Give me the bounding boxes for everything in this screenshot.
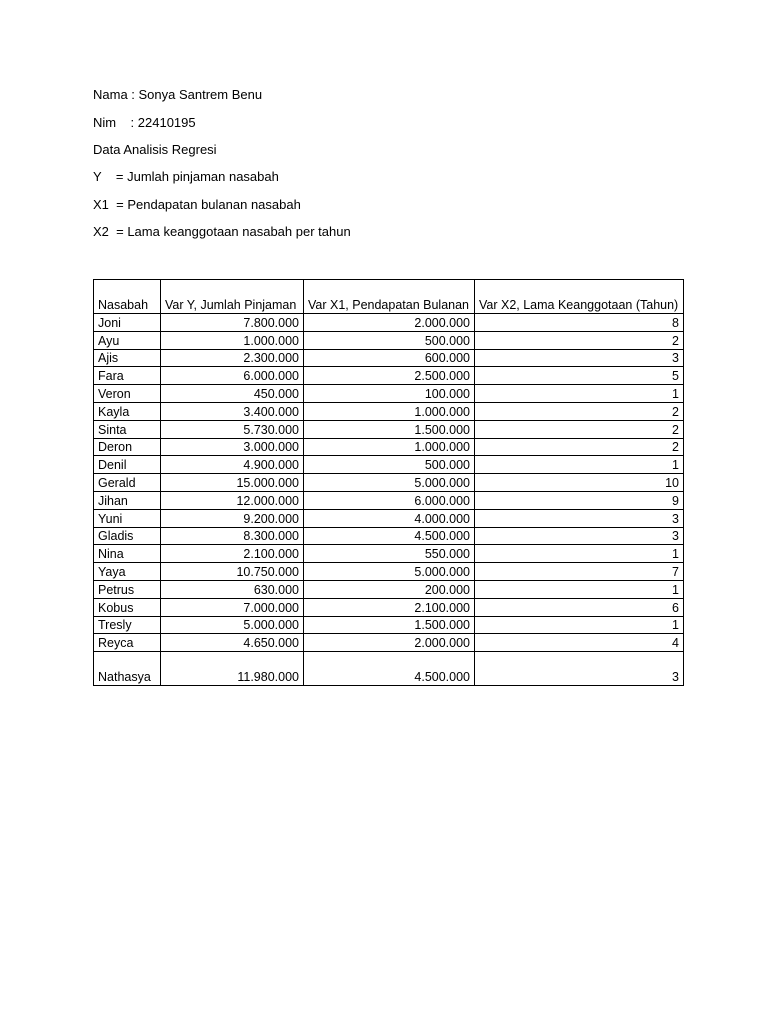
cell-var-y: 10.750.000 (161, 563, 304, 581)
cell-nasabah: Reyca (94, 634, 161, 652)
variable-x1-definition: X1 = Pendapatan bulanan nasabah (93, 197, 301, 212)
cell-var-y: 2.300.000 (161, 349, 304, 367)
cell-var-x1: 5.000.000 (304, 563, 475, 581)
cell-var-x2: 7 (475, 563, 684, 581)
cell-nasabah: Kobus (94, 598, 161, 616)
cell-var-y: 3.000.000 (161, 438, 304, 456)
cell-var-x2: 1 (475, 456, 684, 474)
cell-var-x2: 6 (475, 598, 684, 616)
cell-var-y: 8.300.000 (161, 527, 304, 545)
cell-nasabah: Nina (94, 545, 161, 563)
cell-var-y: 450.000 (161, 385, 304, 403)
cell-var-x2: 3 (475, 652, 684, 686)
document-subject: Data Analisis Regresi (93, 142, 217, 157)
cell-var-y: 4.650.000 (161, 634, 304, 652)
variable-y-definition: Y = Jumlah pinjaman nasabah (93, 169, 279, 184)
cell-var-y: 7.800.000 (161, 314, 304, 332)
cell-var-x1: 6.000.000 (304, 491, 475, 509)
cell-var-x2: 8 (475, 314, 684, 332)
cell-var-x2: 5 (475, 367, 684, 385)
table-row (94, 438, 684, 456)
table-row (94, 634, 684, 652)
cell-var-x2: 1 (475, 580, 684, 598)
table-row (94, 349, 684, 367)
cell-var-x1: 2.000.000 (304, 634, 475, 652)
cell-var-x2: 3 (475, 349, 684, 367)
cell-var-y: 7.000.000 (161, 598, 304, 616)
cell-var-x1: 550.000 (304, 545, 475, 563)
cell-var-y: 1.000.000 (161, 331, 304, 349)
cell-var-x2: 2 (475, 420, 684, 438)
cell-nasabah: Tresly (94, 616, 161, 634)
cell-nasabah: Petrus (94, 580, 161, 598)
table-row (94, 420, 684, 438)
cell-var-x1: 1.000.000 (304, 402, 475, 420)
cell-var-x1: 5.000.000 (304, 474, 475, 492)
cell-var-x2: 3 (475, 509, 684, 527)
column-header-var-x2: Var X2, Lama Keanggotaan (Tahun) (475, 280, 684, 314)
cell-nasabah: Ayu (94, 331, 161, 349)
variable-x2-definition: X2 = Lama keanggotaan nasabah per tahun (93, 224, 351, 239)
cell-var-x1: 2.100.000 (304, 598, 475, 616)
table-row (94, 545, 684, 563)
table-row (94, 491, 684, 509)
table-row (94, 474, 684, 492)
cell-nasabah: Deron (94, 438, 161, 456)
cell-var-x2: 3 (475, 527, 684, 545)
cell-var-y: 9.200.000 (161, 509, 304, 527)
cell-var-x1: 500.000 (304, 331, 475, 349)
table-row (94, 331, 684, 349)
cell-var-x1: 2.500.000 (304, 367, 475, 385)
cell-var-y: 2.100.000 (161, 545, 304, 563)
cell-nasabah: Jihan (94, 491, 161, 509)
cell-var-y: 12.000.000 (161, 491, 304, 509)
table-row (94, 616, 684, 634)
cell-var-x1: 4.500.000 (304, 652, 475, 686)
cell-var-x1: 100.000 (304, 385, 475, 403)
student-nim: Nim : 22410195 (93, 115, 196, 130)
regression-data-table (93, 279, 684, 686)
column-header-var-y: Var Y, Jumlah Pinjaman (161, 280, 304, 314)
cell-var-x2: 4 (475, 634, 684, 652)
cell-nasabah: Yaya (94, 563, 161, 581)
cell-var-x1: 1.500.000 (304, 616, 475, 634)
table-row (94, 367, 684, 385)
cell-var-y: 3.400.000 (161, 402, 304, 420)
table-row (94, 509, 684, 527)
cell-var-x2: 2 (475, 402, 684, 420)
cell-var-y: 15.000.000 (161, 474, 304, 492)
table-row (94, 314, 684, 332)
cell-var-x2: 1 (475, 616, 684, 634)
cell-var-x1: 1.500.000 (304, 420, 475, 438)
table-row (94, 652, 684, 686)
column-header-var-x1: Var X1, Pendapatan Bulanan (304, 280, 475, 314)
cell-var-y: 4.900.000 (161, 456, 304, 474)
table-row (94, 580, 684, 598)
cell-var-x1: 500.000 (304, 456, 475, 474)
cell-nasabah: Kayla (94, 402, 161, 420)
cell-nasabah: Yuni (94, 509, 161, 527)
cell-var-x2: 2 (475, 438, 684, 456)
cell-var-x1: 4.000.000 (304, 509, 475, 527)
table-row (94, 527, 684, 545)
cell-var-y: 630.000 (161, 580, 304, 598)
cell-nasabah: Joni (94, 314, 161, 332)
table-row (94, 402, 684, 420)
table-row (94, 563, 684, 581)
cell-var-y: 5.730.000 (161, 420, 304, 438)
cell-var-x2: 2 (475, 331, 684, 349)
cell-var-x1: 2.000.000 (304, 314, 475, 332)
cell-var-x1: 4.500.000 (304, 527, 475, 545)
cell-var-x1: 600.000 (304, 349, 475, 367)
cell-nasabah: Gerald (94, 474, 161, 492)
cell-var-y: 6.000.000 (161, 367, 304, 385)
cell-nasabah: Ajis (94, 349, 161, 367)
student-name: Nama : Sonya Santrem Benu (93, 87, 263, 102)
cell-var-x2: 1 (475, 545, 684, 563)
cell-nasabah: Gladis (94, 527, 161, 545)
cell-nasabah: Fara (94, 367, 161, 385)
table-row (94, 456, 684, 474)
table-row (94, 598, 684, 616)
cell-var-x2: 1 (475, 385, 684, 403)
cell-var-y: 11.980.000 (161, 652, 304, 686)
cell-var-x2: 9 (475, 491, 684, 509)
cell-var-x2: 10 (475, 474, 684, 492)
column-header-nasabah: Nasabah (94, 280, 161, 314)
cell-nasabah: Veron (94, 385, 161, 403)
table-header-row (94, 280, 684, 314)
cell-nasabah: Nathasya (94, 652, 161, 686)
cell-var-x1: 1.000.000 (304, 438, 475, 456)
table-row (94, 385, 684, 403)
cell-nasabah: Denil (94, 456, 161, 474)
cell-var-y: 5.000.000 (161, 616, 304, 634)
cell-nasabah: Sinta (94, 420, 161, 438)
cell-var-x1: 200.000 (304, 580, 475, 598)
